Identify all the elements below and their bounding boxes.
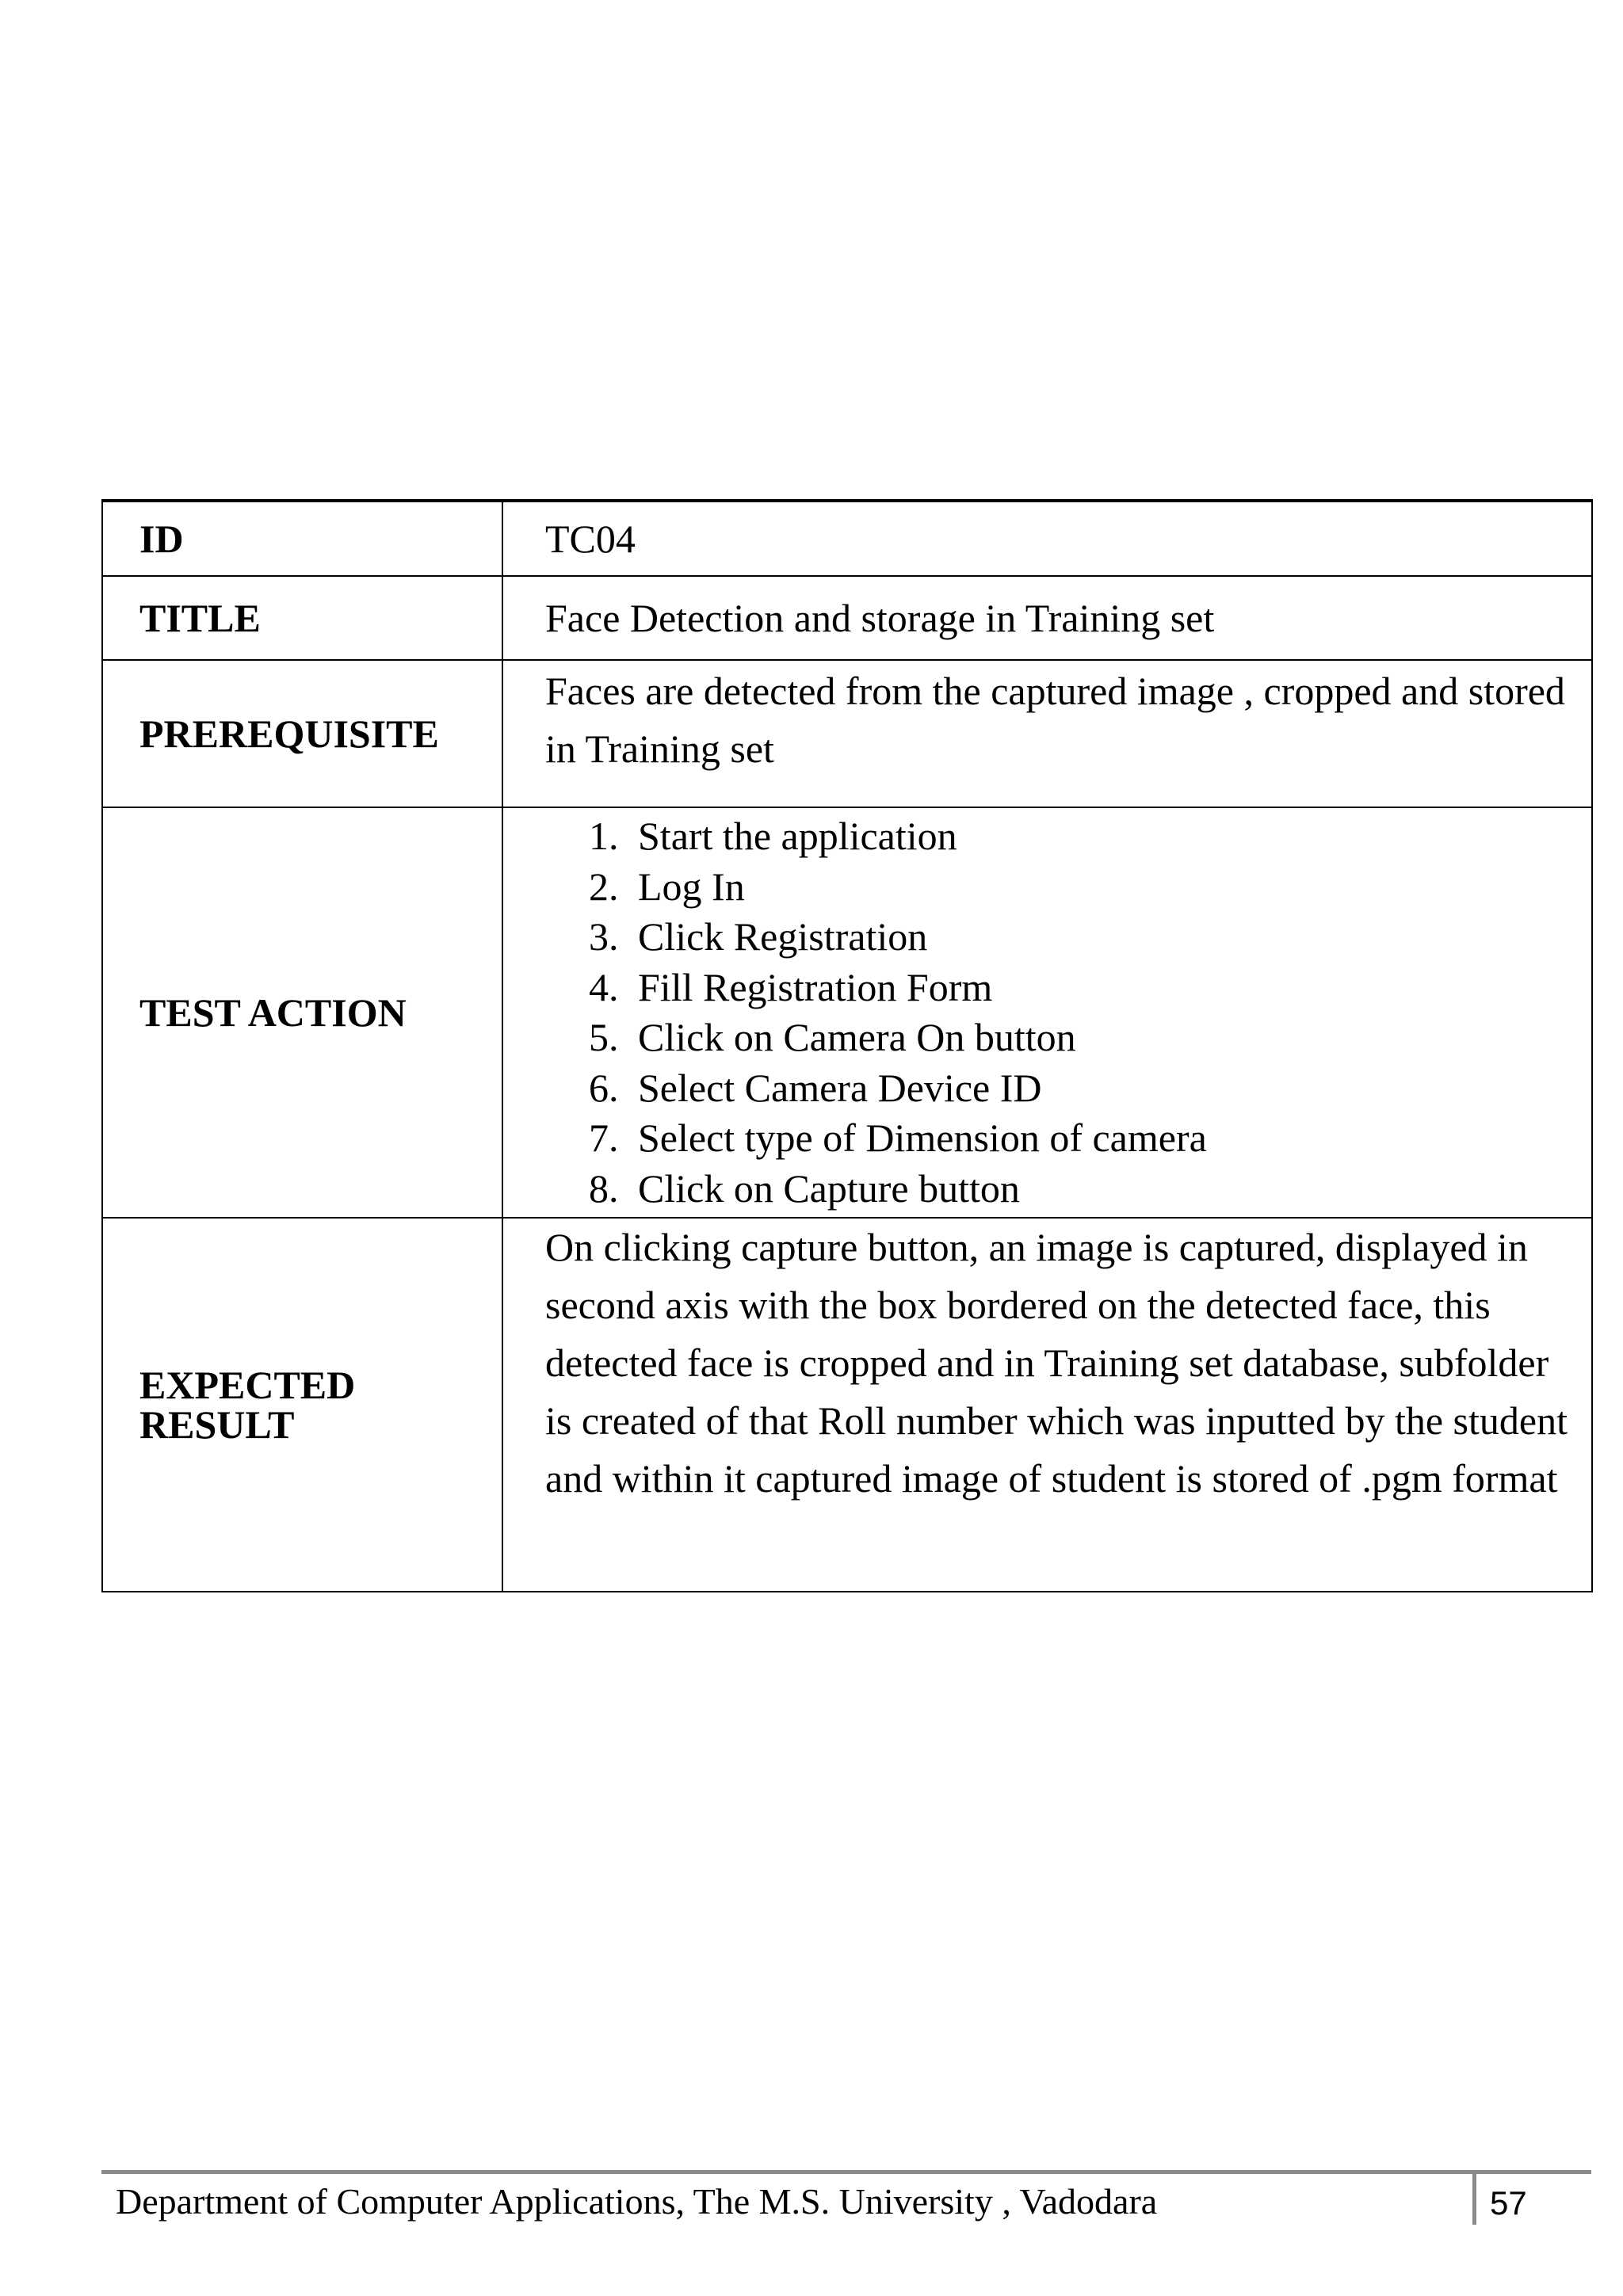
step-number: 4.	[589, 964, 619, 1009]
step-number: 1.	[589, 814, 619, 858]
table-row-id	[102, 501, 1592, 576]
list-item	[589, 811, 1577, 862]
step-number: 3.	[589, 914, 619, 959]
list-item	[589, 1063, 1577, 1114]
step-text: Click on Camera On button	[638, 1015, 1076, 1059]
footer-department-text: Department of Computer Applications, The M.S. University , Vadodara	[116, 2181, 1158, 2222]
table-row-prerequisite	[102, 660, 1592, 807]
step-number: 6.	[589, 1065, 619, 1110]
test-action-steps	[545, 811, 1577, 1214]
title-label: TITLE	[102, 576, 502, 660]
step-number: 2.	[589, 864, 619, 909]
list-item	[589, 1164, 1577, 1215]
list-item	[589, 1013, 1577, 1063]
expected-result-label	[102, 1218, 502, 1592]
page-number: 57	[1490, 2184, 1527, 2222]
title-value: Face Detection and storage in Training set	[502, 576, 1592, 660]
step-text: Select type of Dimension of camera	[638, 1116, 1207, 1160]
step-text: Start the application	[638, 814, 957, 858]
expected-result-label-line-2: RESULT	[139, 1402, 295, 1447]
id-value: TC04	[502, 501, 1592, 576]
table-row-expected-result	[102, 1218, 1592, 1592]
list-item	[589, 912, 1577, 963]
step-text: Fill Registration Form	[638, 964, 993, 1009]
step-text: Log In	[638, 864, 745, 909]
list-item	[589, 862, 1577, 913]
step-text: Select Camera Device ID	[638, 1065, 1042, 1110]
step-number: 7.	[589, 1116, 619, 1160]
step-text: Click Registration	[638, 914, 928, 959]
step-number: 5.	[589, 1015, 619, 1059]
list-item	[589, 1113, 1577, 1164]
test-action-label: TEST ACTION	[102, 807, 502, 1218]
table-row-test-action	[102, 807, 1592, 1218]
test-action-value	[502, 807, 1592, 1218]
footer-rule	[101, 2170, 1591, 2174]
test-case-table	[101, 499, 1593, 1592]
expected-result-label-line-1: EXPECTED	[139, 1363, 356, 1407]
prerequisite-value: Faces are detected from the captured image , cropped and stored in Training set	[502, 660, 1592, 807]
list-item	[589, 963, 1577, 1013]
expected-result-value: On clicking capture button, an image is captured, displayed in second axis with the box bordered on the detected face, this detected face is cropped and in Training set database, subfolder is created of that Roll number which was inputted by the student and within it captured image of student is stored of .pgm format	[502, 1218, 1592, 1592]
table-row-title	[102, 576, 1592, 660]
step-text: Click on Capture button	[638, 1165, 1020, 1211]
id-label: ID	[102, 501, 502, 576]
step-number: 8.	[589, 1165, 619, 1211]
prerequisite-label: PREREQUISITE	[102, 660, 502, 807]
footer-divider	[1472, 2174, 1476, 2225]
